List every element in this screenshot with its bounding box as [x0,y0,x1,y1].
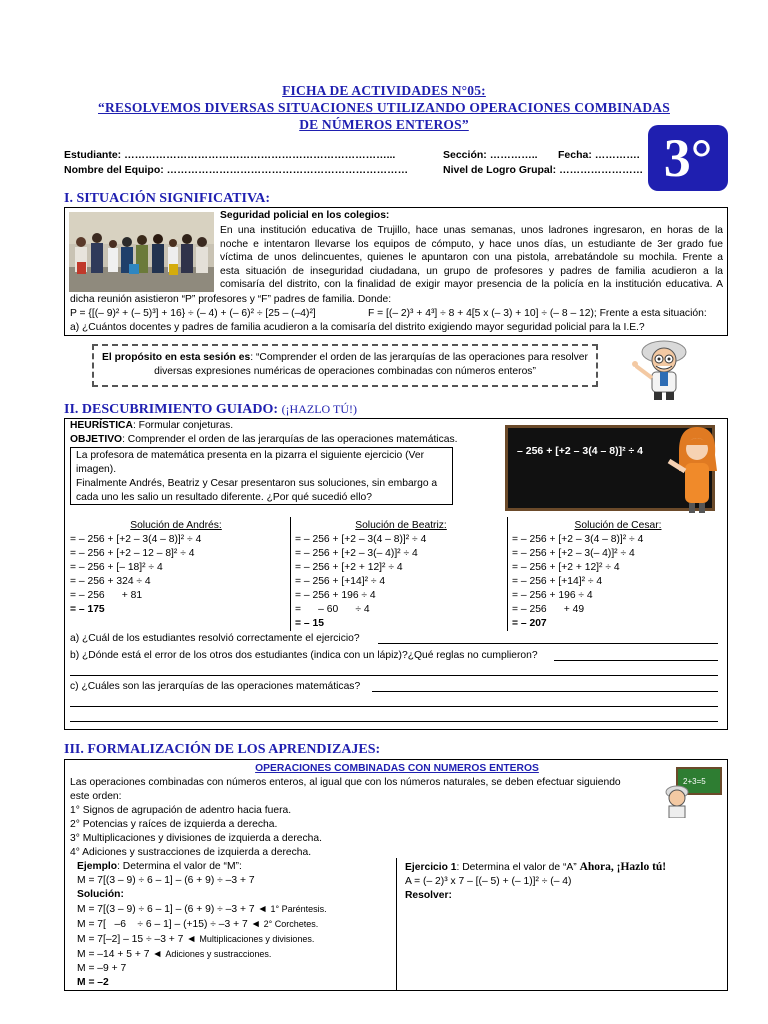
professor-board-icon [663,766,723,818]
situation-paragraph [220,224,723,292]
student-field[interactable]: …………………………………………………………………... [124,149,396,161]
example-expression: M = 7[(3 – 9) ÷ 6 – 1] – (6 + 9) ÷ –3 + 7 [77,875,255,886]
blackboard-exercise: – 256 + [+2 – 3(4 – 8)]² ÷ 4 [517,445,643,457]
solution-divider [507,517,508,631]
purpose-text [94,351,596,379]
solution-step: = – 256 + 81 [70,590,143,601]
problem-line: La profesora de matemática presenta en la pizarra el siguiente ejercicio (Ver [76,450,424,461]
solution-step: = – 256 + 196 ÷ 4 [512,590,593,601]
answer-line-a[interactable] [378,643,718,644]
solution-step: = – 256 + [+2 + 12]² ÷ 4 [295,562,403,573]
objective-label: OBJETIVO [70,434,123,445]
resolve-area[interactable] [405,903,723,987]
purpose-label: El propósito en esta sesión es [102,352,251,363]
solution-step: = – 256 + [– 18]² ÷ 4 [70,562,163,573]
problem-box [70,447,453,505]
title-line-3: DE NÚMEROS ENTEROS” [299,117,469,132]
solution-step: M = 7[–2] – 15 ÷ –3 + 7 ◄ Multiplicaciones y divisiones. [77,934,315,945]
exercise-expression: A = (– 2)³ x 7 – [(– 5) + (– 1)]² ÷ (– 4) [405,876,572,887]
date-label: Fecha: [558,149,592,161]
heuristic-line [70,419,233,433]
formula-f: F = [(– 2)³ + 4³] ÷ 8 + 4[5 x (– 3) + 10] ÷ (– 8 – 12); Frente a esta situación: [368,308,707,319]
solution-step: = – 256 + [+2 – 3(– 4)]² ÷ 4 [295,548,418,559]
rule-item: 1° Signos de agrupación de adentro hacia fuera. [70,805,292,816]
title-line-1: FICHA DE ACTIVIDADES N°05: [282,83,486,98]
formula-p: P = {[(– 9)² + (– 5)³] + 16} ÷ (– 4) + (– 6)² ÷ [25 – (–4)²] [70,308,316,319]
level-row [443,164,643,176]
situation-box [64,207,728,336]
rule-item: 4° Adiciones y sustracciones de izquierda a derecha. [70,847,312,858]
resolve-label: Resolver: [405,890,452,901]
solution-cesar [512,519,724,631]
question-correct: a) ¿Cuál de los estudiantes resolvió correctamente el ejercicio? [70,633,360,644]
answer-line-b1[interactable] [554,660,718,661]
answer-line-c2[interactable] [70,706,718,707]
answer-line-c3[interactable] [70,721,718,722]
answer-line-b2[interactable] [70,675,718,676]
solution-step: M = 7[ –6 ÷ 6 – 1] – (+15) ÷ –3 + 7 ◄ 2° Corchetes. [77,919,319,930]
section2-heading-extra: (¡HAZLO TÚ!) [281,402,357,416]
meeting-line: dicha reunión asistieron “P” profesores y “F” padres de familia. Donde: [70,294,392,305]
example-label: Ejemplo [77,861,118,872]
solution-step: = – 256 + [+2 + 12]² ÷ 4 [512,562,620,573]
solution-beatriz [295,519,507,631]
formalization-divider [396,858,397,990]
intro-line-1: Las operaciones combinadas con números enteros, al igual que con los números naturales, se deben efectuar siguiendo [70,777,621,788]
solution-step: = – 256 + [+2 – 12 – 8]² ÷ 4 [70,548,195,559]
objective-text: : Comprender el orden de las jerarquías de las operaciones matemáticas. [122,434,458,445]
intro-line-2: este orden: [70,791,122,802]
objective-line [70,433,457,447]
solution-step: = – 256 + [+14]² ÷ 4 [512,576,603,587]
solution-title: Solución de Beatriz: [355,520,447,531]
situation-subtitle: Seguridad policial en los colegios: [220,210,390,221]
solution-title: Solución de Cesar: [574,520,662,531]
discovery-box [64,418,728,730]
grade-badge: 3° [648,125,728,191]
situation-line: comisaría del distrito, con la finalidad de exigir mayor presencia de la policía en la institución educativa. A [220,279,723,291]
teacher-icon [665,421,723,513]
solution-label: Solución: [77,889,124,900]
solution-step: = – 256 + 324 ÷ 4 [70,576,151,587]
students-photo [69,212,214,292]
solution-step: = – 60 ÷ 4 [295,604,370,615]
section-field[interactable]: ………….. [489,149,538,161]
section-label: Sección: [443,149,487,161]
level-field[interactable]: …………………… [559,164,644,176]
problem-line: Finalmente Andrés, Beatriz y Cesar presentaron sus soluciones, sin embargo a [76,478,438,489]
answer-line-c1[interactable] [372,691,718,692]
formalization-title: OPERACIONES COMBINADAS CON NUMEROS ENTEROS [255,763,539,774]
blackboard-illustration [505,421,723,513]
section2-heading [64,402,357,418]
solution-result: = – 207 [512,618,547,629]
team-row [64,164,408,176]
purpose-line-2: diversas expresiones numéricas de operaciones combinadas con números enteros” [154,366,536,377]
date-row [558,149,640,161]
solution-step: = – 256 + [+14]² ÷ 4 [295,576,386,587]
exercise-block [405,860,723,987]
solution-step: = – 256 + [+2 – 3(4 – 8)]² ÷ 4 [295,534,427,545]
rule-item: 2° Potencias y raíces de izquierda a derecha. [70,819,278,830]
question-hierarchy: c) ¿Cuáles son las jerarquías de las operaciones matemáticas? [70,681,361,692]
student-row [64,149,395,161]
svg-text:2+3=5: 2+3=5 [683,777,706,786]
formalization-box [64,759,728,991]
question-error: b) ¿Dónde está el error de los otros dos estudiantes (indica con un lápiz)?¿Qué reglas no cumplieron? [70,650,538,661]
problem-line: imagen). [76,464,117,475]
solution-step: = – 256 + 196 ÷ 4 [295,590,376,601]
level-label: Nivel de Logro Grupal: [443,164,557,176]
section3-heading: III. FORMALIZACIÓN DE LOS APRENDIZAJES: [64,742,381,757]
solution-result: = – 175 [70,604,105,615]
section-row [443,149,538,161]
solution-step: = – 256 + [+2 – 3(4 – 8)]² ÷ 4 [512,534,644,545]
solution-step: M = 7[(3 – 9) ÷ 6 – 1] – (6 + 9) ÷ –3 + 7 ◄ 1° Paréntesis. [77,904,327,915]
situation-line: víctima de unos delincuentes, quienes le apuntaron con una pistola, arrebatándole su mochila. Frente a [220,252,723,264]
solution-step: = – 256 + 49 [512,604,585,615]
section1-heading: I. SITUACIÓN SIGNIFICATIVA: [64,191,271,206]
situation-line: noche e intentaron llevarse los equipos de cómputo, y hace unos días, un estudiante de 3er grado fue [220,238,723,250]
solution-divider [290,517,291,631]
example-block [77,860,392,990]
purpose-line-1: : “Comprender el orden de las jerarquías de las operaciones para resolver [250,352,588,363]
team-field[interactable]: …………………………………………………………… [166,164,409,176]
solution-title: Solución de Andrés: [130,520,222,531]
professor-illustration [626,338,696,402]
solution-step: M = –14 + 5 + 7 ◄ Adiciones y sustracciones. [77,949,272,960]
situation-line: esta situación de inseguridad ciudadana, un grupo de profesores y padres de familia acudieron a la [220,265,723,277]
heuristic-text: : Formular conjeturas. [132,420,234,431]
situation-line: En una institución educativa de Trujillo, hace unas semanas, unos ladrones ingresaron, en horas de la [220,225,723,236]
exercise-text: : Determina el valor de “A” [456,862,577,873]
solution-result: = – 15 [295,618,324,629]
solution-step: M = –9 + 7 [77,963,127,974]
question-a: a) ¿Cuántos docentes y padres de familia acudieron a la comisaría del distrito exigiendo mayor seguridad policial para la I.E.? [70,322,645,333]
title-line-2: “RESOLVEMOS DIVERSAS SITUACIONES UTILIZANDO OPERACIONES COMBINADAS [98,100,670,115]
purpose-box [92,344,598,387]
exercise-label: Ejercicio 1 [405,862,457,873]
date-field[interactable]: …………. [594,149,640,161]
final-result: M = –2 [77,977,109,988]
section2-heading-text: II. DESCUBRIMIENTO GUIADO: [64,402,279,417]
solution-step: = – 256 + [+2 – 3(4 – 8)]² ÷ 4 [70,534,202,545]
heuristic-label: HEURÍSTICA [70,420,133,431]
problem-line: cada uno les salio un resultado diferente. ¿Por qué sucedió ello? [76,492,372,503]
rule-item: 3° Multiplicaciones y divisiones de izquierda a derecha. [70,833,322,844]
student-label: Estudiante: [64,149,122,161]
example-text: : Determina el valor de “M”: [117,861,242,872]
exercise-cta: Ahora, ¡Hazlo tú! [579,861,667,873]
solution-andres [70,519,282,617]
team-label: Nombre del Equipo: [64,164,164,176]
solution-step: = – 256 + [+2 – 3(– 4)]² ÷ 4 [512,548,635,559]
